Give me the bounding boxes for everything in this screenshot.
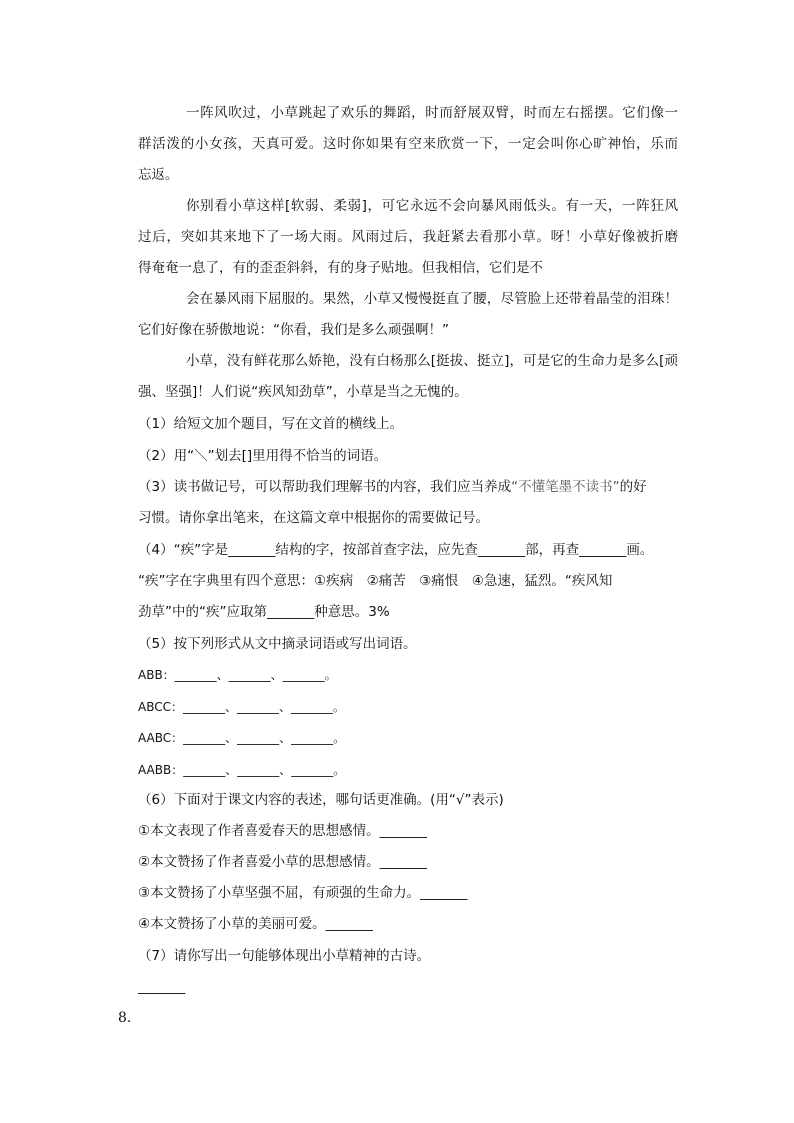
question-6: （6）下面对于课文内容的表述，哪句话更准确。(用“√”表示) — [138, 792, 504, 808]
question-3-quote: “不懂笔墨不读书” — [511, 479, 620, 495]
passage-p1-line2: 群活泼的小女孩，天真可爱。这时你如果有空来欣赏一下，一定会叫你心旷神怡，乐而 — [138, 136, 678, 152]
next-question-number: 8. — [118, 1010, 132, 1026]
question-4-line2: “疾”字在字典里有四个意思：①疾病 ②痛苦 ③痛恨 ④急速，猛烈。“疾风知 — [138, 573, 613, 589]
question-6-option-4: ④本文赞扬了小草的美丽可爱。_______ — [138, 916, 373, 932]
question-3-text-b: 的好 — [619, 479, 647, 495]
question-5-aabb: AABB：_______、_______、_______。 — [138, 763, 346, 777]
question-4-line1: （4）“疾”字是_______结构的字，按部首查字法，应先查_______部，再查_______画。 — [138, 542, 654, 558]
passage-p2-line2: 过后，突如其来地下了一场大雨。风雨过后，我赶紧去看那小草。呀！小草好像被折磨 — [138, 229, 678, 245]
passage-p3-line2: 它们好像在骄傲地说：“你看，我们是多么顽强啊！” — [138, 322, 449, 338]
question-7: （7）请你写出一句能够体现出小草精神的古诗。 — [138, 948, 431, 964]
question-5-aabc: AABC：_______、_______、_______。 — [138, 731, 346, 745]
question-3-line1 — [138, 477, 678, 497]
question-2: （2）用“＼”划去[]里用得不恰当的词语。 — [138, 448, 388, 464]
question-5: （5）按下列形式从文中摘录词语或写出词语。 — [138, 636, 417, 652]
passage-p2-line1: 你别看小草这样[软弱、柔弱]，可它永远不会向暴风雨低头。有一天，一阵狂风 — [186, 198, 678, 214]
passage-p4-line2: 强、坚强]！人们说“疾风知劲草”，小草是当之无愧的。 — [138, 384, 468, 400]
question-5-abb: ABB：_______、_______、_______。 — [138, 668, 337, 682]
passage-p3-line1: 会在暴风雨下屈服的。果然，小草又慢慢挺直了腰，尽管脸上还带着晶莹的泪珠！ — [186, 291, 678, 307]
passage-p4-line1: 小草，没有鲜花那么娇艳，没有白杨那么[挺拔、挺立]，可是它的生命力是多么[顽 — [186, 353, 678, 369]
question-7-answer-blank: _______ — [138, 979, 186, 995]
question-4-line3: 劲草”中的“疾”应取第_______种意思。3% — [138, 604, 390, 620]
passage-p1-line3: 忘返。 — [138, 167, 179, 183]
question-5-abcc: ABCC：_______、_______、_______。 — [138, 700, 345, 714]
passage-p2-line3: 得奄奄一息了，有的歪歪斜斜，有的身子贴地。但我相信，它们是不 — [138, 260, 543, 276]
question-6-option-1: ①本文表现了作者喜爱春天的思想感情。_______ — [138, 823, 427, 839]
question-1: （1）给短文加个题目，写在文首的横线上。 — [138, 416, 404, 432]
question-3-text-a: （3）读书做记号，可以帮助我们理解书的内容，我们应当养成 — [138, 479, 512, 495]
passage-p1-line1: 一阵风吹过，小草跳起了欢乐的舞蹈，时而舒展双臂，时而左右摇摆。它们像一 — [186, 105, 678, 121]
question-6-option-2: ②本文赞扬了作者喜爱小草的思想感情。_______ — [138, 854, 427, 870]
question-3-line2: 习惯。请你拿出笔来，在这篇文章中根据你的需要做记号。 — [138, 510, 489, 526]
question-6-option-3: ③本文赞扬了小草坚强不屈，有顽强的生命力。_______ — [138, 885, 468, 901]
